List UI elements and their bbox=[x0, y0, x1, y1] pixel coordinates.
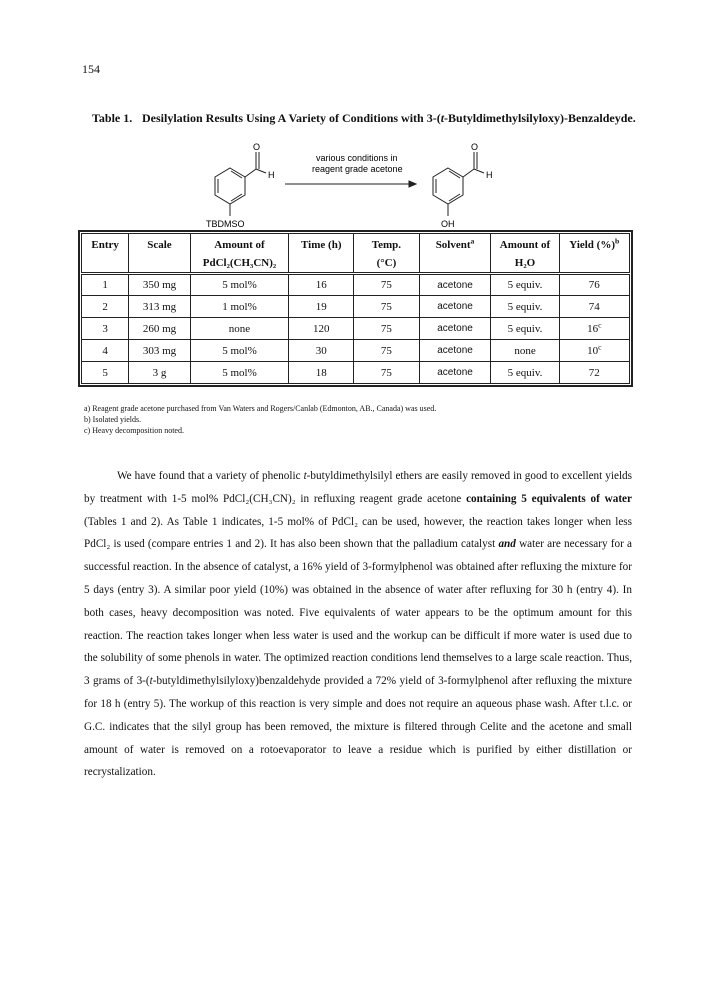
cell-solvent: acetone bbox=[419, 362, 491, 384]
header-yield: Yield (%)$^b$ bbox=[559, 234, 629, 274]
cell-temp: 75 bbox=[354, 340, 419, 362]
cell-solvent: acetone bbox=[419, 340, 491, 362]
product-carbonyl-o: O bbox=[471, 142, 479, 152]
table-row bbox=[82, 274, 630, 296]
table-footnotes bbox=[84, 403, 436, 436]
header-water: Amount of H₂O bbox=[491, 234, 559, 274]
product-substituent: OH bbox=[441, 219, 455, 229]
reaction-scheme bbox=[190, 140, 500, 230]
cell-cat: 5 mol% bbox=[190, 340, 289, 362]
cell-water: 5 equiv. bbox=[491, 274, 559, 296]
reaction-scheme-drawing bbox=[190, 140, 500, 230]
cell-solvent: acetone bbox=[419, 296, 491, 318]
header-catalyst: Amount of PdCl₂(CH₃CN)₂ bbox=[190, 234, 289, 274]
cell-time: 120 bbox=[289, 318, 354, 340]
cell-scale: 260 mg bbox=[129, 318, 190, 340]
cell-scale: 313 mg bbox=[129, 296, 190, 318]
cell-cat: 5 mol% bbox=[190, 274, 289, 296]
reaction-arrow-icon bbox=[285, 181, 416, 187]
cell-water: none bbox=[491, 340, 559, 362]
cell-yield: 74 bbox=[559, 296, 629, 318]
cell-time: 16 bbox=[289, 274, 354, 296]
cell-temp: 75 bbox=[354, 318, 419, 340]
body-paragraph: We have found that a variety of phenolic t-butyldimethylsilyl ethers are easily removed in good to excellent yields by treatment with 1-5 mol% PdCl₂(CH₃CN)₂ in refluxing reagent grade acetone containing 5 equivalents of water (Tables 1 and 2). As Table 1 indicates, 1-5 mol% of PdCl₂ can be used, however, the reaction takes longer when less PdCl₂ is used (compare entries 1 and 2). It has also been shown that the palladium catalyst and water are necessary for a successful reaction. In the absence of catalyst, a 16% yield of 3-formylphenol was obtained after refluxing the mixture for 5 days (entry 3). A similar poor yield (10%) was obtained in the absence of water after refluxing for 30 h (entry 4). In both cases, heavy decomposition was noted. Five equivalents of water appears to be the optimum amount for this reaction. The reaction takes longer when less water is used and the workup can be difficult if more water is used due to the solubility of some phenols in water. The optimized reaction conditions lend themselves to a large scale reaction. Thus, 3 grams of 3-(t-butyldimethylsilyloxy)benzaldehyde provided a 72% yield of 3-formylphenol after refluxing the mixture for 18 h (entry 5). The workup of this reaction is very simple and does not require an aqueous phase wash. After t.l.c. or G.C. indicates that the silyl group has been removed, the mixture is filtered through Celite and the acetone and small amount of water is removed on a rotoevaporator to leave a residue which is purified by either distillation or recrystalization. bbox=[84, 470, 632, 779]
cell-cat: 1 mol% bbox=[190, 296, 289, 318]
cell-entry: 5 bbox=[82, 362, 129, 384]
cell-temp: 75 bbox=[354, 274, 419, 296]
header-entry: Entry bbox=[82, 234, 129, 274]
cell-cat: 5 mol% bbox=[190, 362, 289, 384]
table-header-row bbox=[82, 234, 630, 274]
cell-yield: 10$^c$ bbox=[559, 340, 629, 362]
reactant-structure bbox=[215, 152, 266, 216]
cell-cat: none bbox=[190, 318, 289, 340]
cell-solvent: acetone bbox=[419, 318, 491, 340]
cell-entry: 4 bbox=[82, 340, 129, 362]
cell-yield: 72 bbox=[559, 362, 629, 384]
page-number: 154 bbox=[82, 62, 100, 76]
cell-entry: 3 bbox=[82, 318, 129, 340]
cell-temp: 75 bbox=[354, 296, 419, 318]
cell-time: 18 bbox=[289, 362, 354, 384]
table-caption-title: Desilylation Results Using A Variety of Conditions with 3-(t-Butyldimethylsilyloxy)-Benzaldeyde. bbox=[142, 111, 636, 125]
table-caption-label: Table 1. bbox=[92, 111, 133, 125]
reaction-condition-line1: various conditions in bbox=[316, 153, 398, 163]
cell-entry: 2 bbox=[82, 296, 129, 318]
cell-temp: 75 bbox=[354, 362, 419, 384]
footnote-b: b) Isolated yields. bbox=[84, 415, 142, 424]
cell-yield: 16$^c$ bbox=[559, 318, 629, 340]
cell-time: 19 bbox=[289, 296, 354, 318]
table-row bbox=[82, 340, 630, 362]
header-scale: Scale bbox=[129, 234, 190, 274]
cell-time: 30 bbox=[289, 340, 354, 362]
product-structure bbox=[433, 152, 484, 216]
cell-water: 5 equiv. bbox=[491, 296, 559, 318]
cell-scale: 3 g bbox=[129, 362, 190, 384]
reactant-substituent: TBDMSO bbox=[206, 219, 245, 229]
footnote-a: a) Reagent grade acetone purchased from Van Waters and Rogers/Canlab (Edmonton, AB., Canada) was used. bbox=[84, 404, 437, 413]
table-row bbox=[82, 296, 630, 318]
reaction-condition-line2: reagent grade acetone bbox=[312, 164, 403, 174]
cell-yield: 76 bbox=[559, 274, 629, 296]
cell-solvent: acetone bbox=[419, 274, 491, 296]
results-table bbox=[81, 233, 630, 384]
header-solvent: Solvent$^a$ bbox=[419, 234, 491, 274]
cell-scale: 303 mg bbox=[129, 340, 190, 362]
header-temp: Temp. (°C) bbox=[354, 234, 419, 274]
table-row bbox=[82, 362, 630, 384]
footnote-c: c) Heavy decomposition noted. bbox=[84, 426, 184, 435]
product-aldehyde-h: H bbox=[486, 170, 493, 180]
cell-water: 5 equiv. bbox=[491, 318, 559, 340]
header-time: Time (h) bbox=[289, 234, 354, 274]
table-row bbox=[82, 318, 630, 340]
cell-scale: 350 mg bbox=[129, 274, 190, 296]
cell-water: 5 equiv. bbox=[491, 362, 559, 384]
reactant-aldehyde-h: H bbox=[268, 170, 275, 180]
cell-entry: 1 bbox=[82, 274, 129, 296]
reactant-carbonyl-o: O bbox=[253, 142, 261, 152]
